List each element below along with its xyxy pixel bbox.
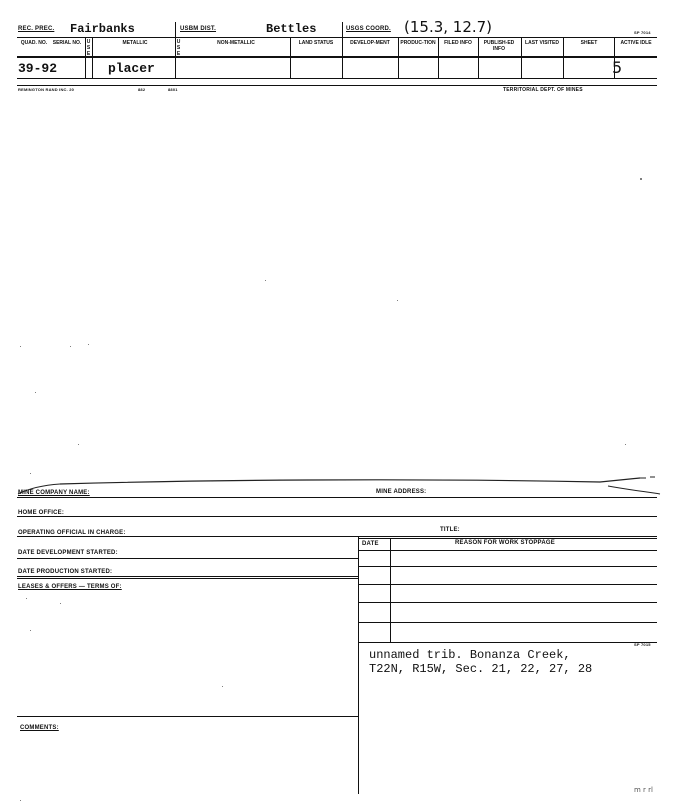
operating-official-label: OPERATING OFFICIAL IN CHARGE:: [18, 530, 126, 536]
form-number-lower: SP 7015: [634, 642, 651, 647]
comments-label: COMMENTS:: [20, 725, 59, 731]
col-land-status: LAND STATUS: [298, 40, 334, 46]
home-office-label: HOME OFFICE:: [18, 510, 65, 516]
col-non-metallic: NON-METALLIC: [217, 40, 255, 46]
metallic-value: placer: [108, 61, 155, 76]
col-sheet: SHEET: [580, 40, 598, 46]
usbm-dist-label: USBM DIST.: [180, 26, 217, 32]
rec-prec-label: REC. PREC.: [18, 26, 55, 32]
card-edge-line: [0, 470, 678, 500]
form-number: SP 7014: [634, 30, 651, 35]
rec-prec-value: Fairbanks: [70, 22, 135, 36]
active-idle-value: 5: [612, 58, 623, 77]
title-label: TITLE:: [440, 527, 460, 533]
col-serial-no: SERIAL NO.: [52, 40, 82, 46]
col-metallic: METALLIC: [122, 40, 148, 46]
date-development-label: DATE DEVELOPMENT STARTED:: [18, 550, 118, 556]
department-text: TERRITORIAL DEPT. OF MINES: [503, 87, 583, 93]
mine-company-label: MINE COMPANY NAME:: [18, 490, 90, 496]
col-filed-info: FILED INFO: [444, 40, 472, 46]
location-line-1: unnamed trib. Bonanza Creek,: [369, 648, 571, 662]
date-production-label: DATE PRODUCTION STARTED:: [18, 569, 113, 575]
col-active-idle: ACTIVE IDLE: [620, 40, 652, 46]
col-use-a: U S E: [86, 39, 91, 57]
quad-serial-value: 39-92: [18, 61, 58, 76]
code-b: 8801: [168, 87, 178, 92]
leases-offers-label: LEASES & OFFERS — TERMS OF:: [18, 584, 122, 590]
printer-text: REMINGTON RAND INC. 20: [18, 87, 75, 92]
usbm-dist-value: Bettles: [266, 22, 317, 36]
col-published-info: PUBLISH-ED INFO: [483, 40, 515, 52]
location-line-2: T22N, R15W, Sec. 21, 22, 27, 28: [369, 662, 593, 676]
usgs-coord-value: (15.3, 12.7): [404, 18, 493, 36]
col-development: DEVELOP-MENT: [350, 40, 390, 46]
corner-mark: m r rl: [634, 786, 653, 794]
usgs-coord-label: USGS COORD.: [346, 26, 391, 32]
col-production: PRODUC-TION: [400, 40, 436, 46]
mine-address-label: MINE ADDRESS:: [376, 489, 427, 495]
code-a: 882: [138, 87, 146, 92]
date-column-header: DATE: [362, 541, 379, 547]
reason-column-header: REASON FOR WORK STOPPAGE: [455, 540, 555, 546]
col-last-visited: LAST VISITED: [525, 40, 559, 46]
col-use-b: U S E: [176, 39, 181, 57]
col-quad-no: QUAD. NO.: [20, 40, 48, 46]
